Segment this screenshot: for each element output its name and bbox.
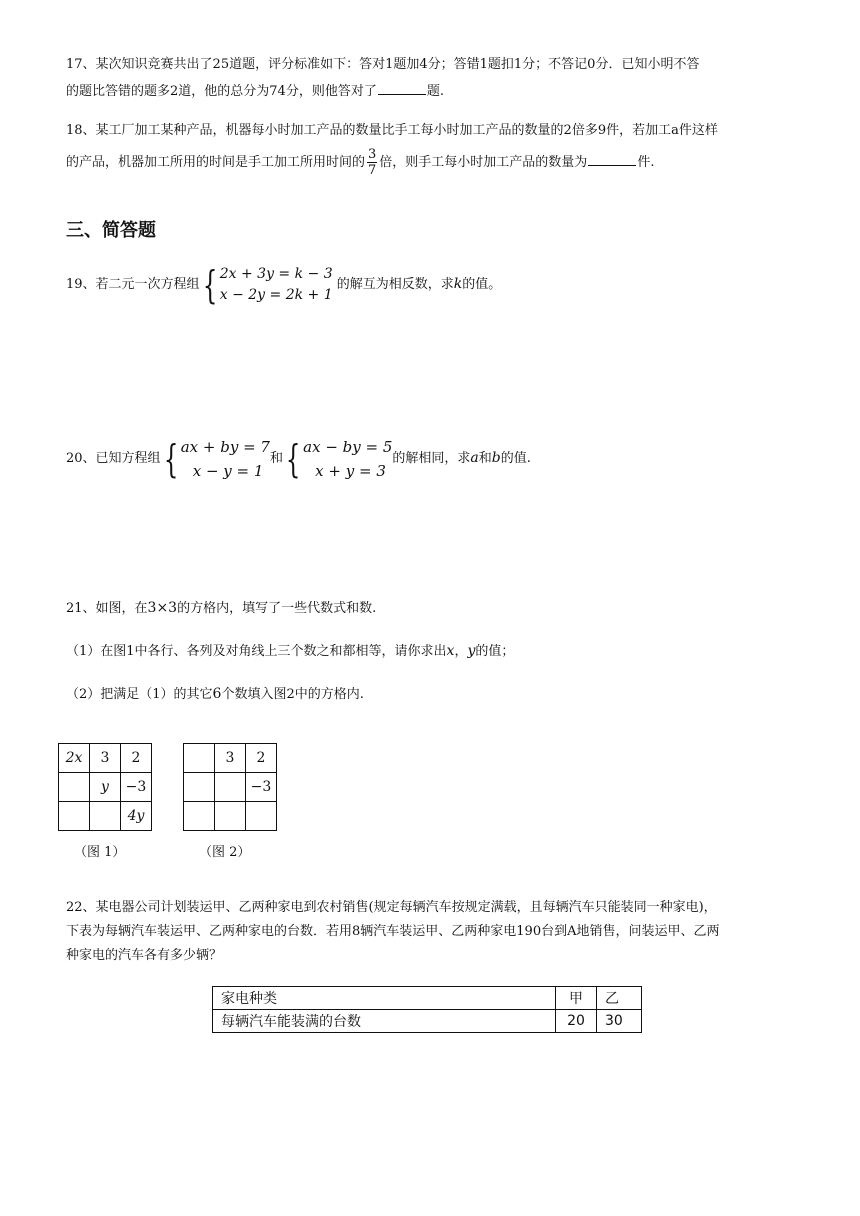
q19-line (66, 262, 501, 307)
q20-prefix: 20、已知方程组 (66, 451, 161, 466)
section-title: 三、简答题 (66, 220, 156, 241)
q22-line3: 种家电的汽车各有多少辆？ (66, 948, 223, 963)
grid1-cell: −3 (121, 773, 152, 802)
q22-line1: 22、某电器公司计划装运甲、乙两种家电到农村销售(规定每辆汽车按规定满载，且每辆汽车只能装同一种家电)， (66, 900, 717, 915)
q20-brace2-icon: { (285, 436, 301, 481)
q21-part1-y: y (467, 643, 476, 659)
q22-line2: 下表为每辆汽车装运甲、乙两种家电的台数．若用8辆汽车装运甲、乙两种家电190台到A地销售，问装运甲、乙两 (66, 924, 720, 939)
q21-part2 (66, 686, 364, 703)
q20-mid: 和 (269, 451, 283, 466)
q21-part1-sep: ， (454, 644, 468, 659)
q21-intro (66, 600, 376, 617)
table-row (213, 1010, 642, 1033)
grid2-cell: 2 (246, 744, 277, 773)
table-row (213, 987, 642, 1010)
q18-line1: 18、某工厂加工某种产品，机器每小时加工产品的数量比手工每小时加工产品的数量的2倍多9件，若加工a件这样 (66, 123, 718, 138)
table-cell: 30 (597, 1010, 642, 1033)
grid1-cell: y (90, 773, 121, 802)
table-header-cell: 甲 (556, 987, 597, 1010)
q19-eq1: 2x + 3y = k − 3 (219, 265, 333, 282)
q20-sys1-eq2: x − y = 1 (192, 461, 264, 480)
figure1-grid (58, 743, 152, 831)
grid2-cell (184, 802, 215, 831)
appliance-table (212, 986, 642, 1033)
grid1-cell: 4y (121, 802, 152, 831)
q20-sys2-eq2: x + y = 3 (315, 461, 386, 480)
q20-var-a: a (470, 450, 479, 466)
q21-intro-grid: 3×3 (147, 600, 178, 616)
q18-line2 (66, 143, 654, 183)
grid1-cell (90, 802, 121, 831)
q20-and: 和 (478, 451, 492, 466)
q18-fraction (367, 147, 377, 178)
grid2-cell (215, 802, 246, 831)
grid2-cell: 3 (215, 744, 246, 773)
grid2-cell (246, 802, 277, 831)
q17-answer-blank (378, 82, 426, 95)
q20-sys1-eq1: ax + by = 7 (180, 437, 270, 456)
figure1-caption: （图 1） (74, 845, 126, 860)
q17-text-a: 的题比答错的题多2道，他的总分为74分，则他答对了 (66, 84, 377, 99)
q20-system2 (303, 435, 392, 483)
q18-text-b: 倍，则手工每小时加工产品的数量为 (379, 155, 588, 170)
q20-var-b: b (491, 450, 501, 466)
figure2-caption: （图 2） (199, 845, 251, 860)
table-header-cell: 乙 (597, 987, 642, 1010)
q21-part1-x: x (446, 643, 455, 659)
q21-intro-b: 的方格内，填写了一些代数式和数. (177, 601, 377, 616)
q19-eq2: x − 2y = 2k + 1 (219, 286, 333, 303)
q21-part2-a: （2）把满足（1）的其它 (66, 687, 213, 702)
q17-line1: 17、某次知识竞赛共出了25道题，评分标准如下：答对1题加4分；答错1题扣1分；不答记0分．已知小明不答 (66, 57, 700, 72)
grid1-cell (59, 773, 90, 802)
q19-suffix-a: 的解互为相反数，求 (332, 277, 454, 292)
q20-suffix-a: 的解相同，求 (392, 451, 471, 466)
q17-line2 (66, 82, 444, 100)
q21-part1-a: （1）在图1中各行、各列及对角线上三个数之和都相等，请你求出 (66, 644, 447, 659)
q19-suffix-b: 的值。 (462, 277, 502, 292)
grid2-cell (184, 773, 215, 802)
q21-part1-b: 的值； (475, 644, 515, 659)
grid2-cell (215, 773, 246, 802)
grid1-cell: 3 (90, 744, 121, 773)
grid2-cell (184, 744, 215, 773)
q19-prefix: 19、若二元一次方程组 (66, 277, 200, 292)
q21-part2-six: 6 (212, 686, 222, 702)
q19-system (220, 264, 333, 306)
q18-answer-blank (588, 153, 636, 166)
q18-frac-num: 3 (368, 147, 377, 162)
q21-part2-b: 个数填入图2中的方格内. (221, 687, 364, 702)
q20-sys2-eq1: ax − by = 5 (303, 437, 393, 456)
table-cell: 20 (556, 1010, 597, 1033)
grid1-cell: 2x (59, 744, 90, 773)
q18-frac-den: 7 (368, 163, 377, 178)
q18-text-a: 的产品，机器加工所用的时间是手工加工所用时间的 (66, 155, 366, 170)
q20-brace1-icon: { (163, 436, 178, 481)
table-header-cell: 家电种类 (213, 987, 556, 1010)
figure2-grid (183, 743, 277, 831)
grid1-cell (59, 802, 90, 831)
q21-part1 (66, 643, 514, 660)
table-cell: 每辆汽车能装满的台数 (213, 1010, 556, 1033)
grid2-cell: −3 (246, 773, 277, 802)
q21-intro-a: 21、如图，在 (66, 601, 148, 616)
q20-line (66, 434, 531, 483)
q20-system1 (181, 435, 270, 483)
grid1-cell: 2 (121, 744, 152, 773)
q20-suffix-b: 的值. (500, 451, 531, 466)
q18-text-c: 件. (637, 155, 655, 170)
q17-text-b: 题. (426, 84, 444, 99)
q19-var-k: k (453, 276, 463, 292)
q19-brace-icon: { (202, 262, 217, 307)
